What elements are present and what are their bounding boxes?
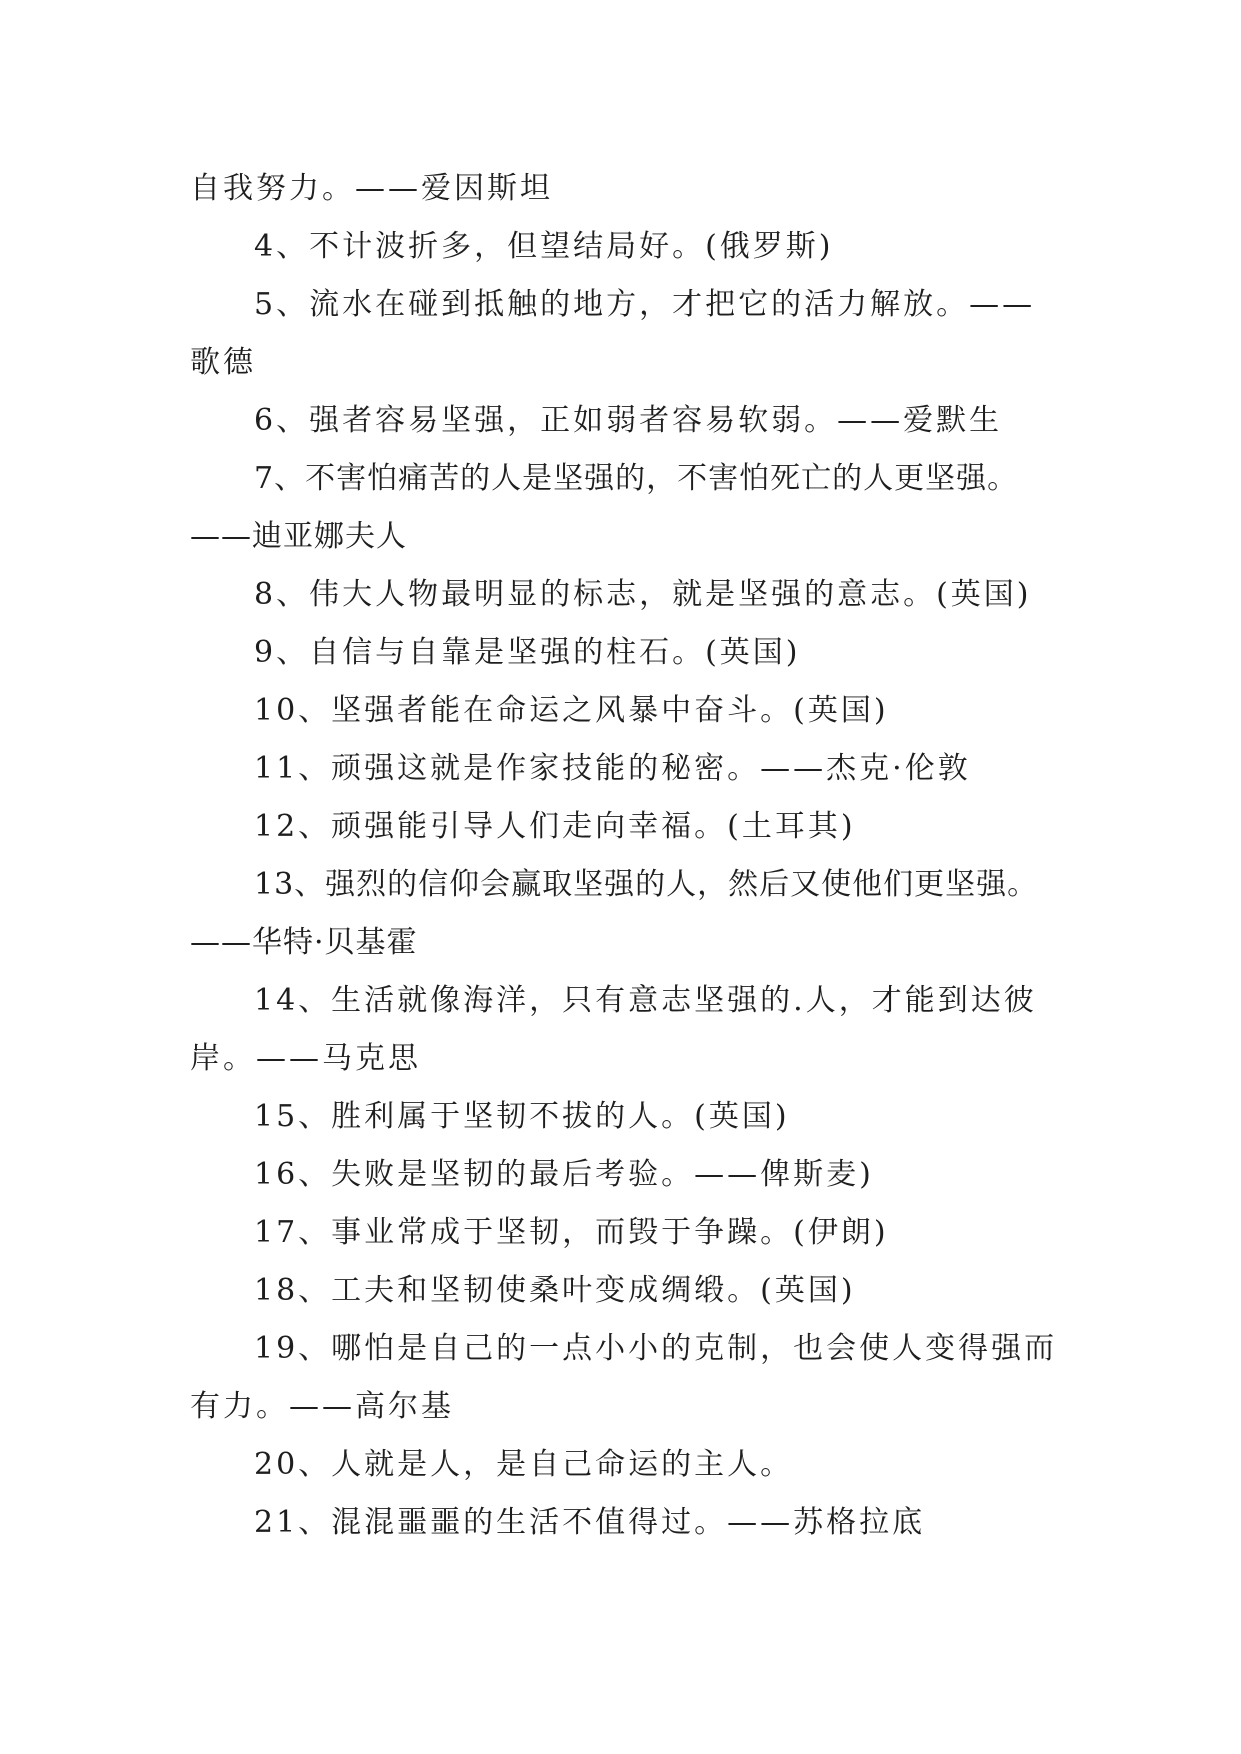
quote-17: 17、事业常成于坚韧，而毁于争躁。(伊朗) bbox=[254, 1215, 889, 1250]
quote-13: 13、强烈的信仰会赢取坚强的人，然后又使他们更坚强。——华特·贝基霍 bbox=[190, 867, 1039, 960]
paragraph-1: 自我努力。——爱因斯坦 bbox=[190, 171, 553, 206]
quote-4: 4、不计波折多，但望结局好。(俄罗斯) bbox=[254, 229, 834, 264]
quote-20: 20、人就是人，是自己命运的主人。 bbox=[254, 1447, 794, 1482]
quote-21: 21、混混噩噩的生活不值得过。——苏格拉底 bbox=[254, 1505, 926, 1540]
quote-5: 5、流水在碰到抵触的地方，才把它的活力解放。——歌德 bbox=[190, 287, 1036, 380]
quote-8: 8、伟大人物最明显的标志，就是坚强的意志。(英国) bbox=[254, 577, 1032, 612]
quote-14: 14、生活就像海洋，只有意志坚强的.人，才能到达彼岸。——马克思 bbox=[190, 983, 1037, 1076]
quote-12: 12、顽强能引导人们走向幸福。(土耳其) bbox=[254, 809, 856, 844]
quote-10: 10、坚强者能在命运之风暴中奋斗。(英国) bbox=[254, 693, 889, 728]
quote-6: 6、强者容易坚强，正如弱者容易软弱。——爱默生 bbox=[254, 403, 1003, 438]
quote-19: 19、哪怕是自己的一点小小的克制，也会使人变得强而有力。——高尔基 bbox=[190, 1331, 1058, 1424]
document-body bbox=[190, 160, 1060, 1552]
quote-9: 9、自信与自靠是坚强的柱石。(英国) bbox=[254, 635, 801, 670]
quote-7: 7、不害怕痛苦的人是坚强的，不害怕死亡的人更坚强。——迪亚娜夫人 bbox=[190, 461, 1019, 554]
quote-15: 15、胜利属于坚韧不拔的人。(英国) bbox=[254, 1099, 790, 1134]
quote-16: 16、失败是坚韧的最后考验。——俾斯麦) bbox=[254, 1157, 874, 1192]
quote-11: 11、顽强这就是作家技能的秘密。——杰克·伦敦 bbox=[254, 751, 971, 786]
quote-18: 18、工夫和坚韧使桑叶变成绸缎。(英国) bbox=[254, 1273, 856, 1308]
